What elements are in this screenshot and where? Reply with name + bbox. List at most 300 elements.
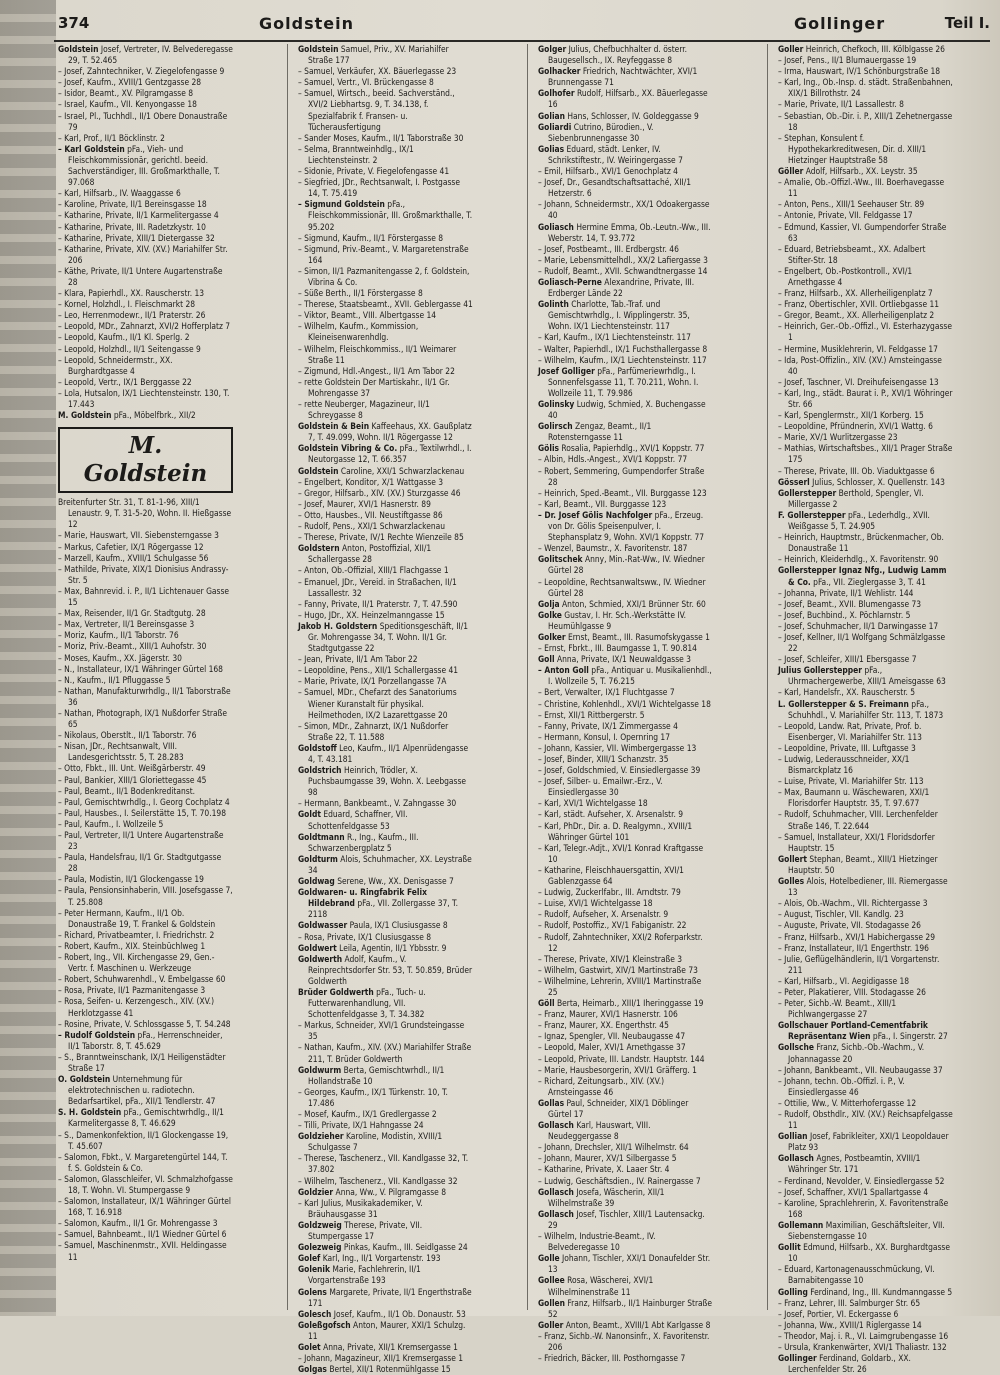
entry-text: – Nikolaus, Oberstlt., II/1 Taborstr. 76 bbox=[58, 730, 197, 741]
directory-entry bbox=[538, 577, 713, 599]
entry-name: Golesch bbox=[298, 1308, 332, 1319]
entry-text: – Markus, Schneider, XVI/1 Grundsteingasse 35 bbox=[298, 1020, 465, 1042]
entry-text: – Selma, Branntweinhdlg., IX/1 Liechtensteinstr. 2 bbox=[298, 143, 414, 165]
directory-entry bbox=[58, 332, 233, 343]
directory-entry bbox=[58, 1130, 233, 1152]
entry-text: – Nathan, Kaufm., XIV. (XV.) Mariahilfer Straße 211, T. Brüder Goldwerth bbox=[298, 1042, 472, 1064]
entry-name: Goliasch bbox=[538, 221, 574, 232]
directory-entry bbox=[298, 1198, 473, 1220]
entry-text: – Katharine, Private, II/1 Karmelitergasse 4 bbox=[58, 210, 219, 221]
entry-text: Gustav, I. Hr. Sch.-Werkstätte IV. Heumühlgasse 9 bbox=[548, 609, 687, 631]
directory-entry bbox=[58, 686, 233, 708]
directory-entry bbox=[538, 554, 713, 576]
directory-entry bbox=[58, 908, 233, 930]
directory-entry bbox=[778, 588, 953, 599]
entry-text: – Isidor, Beamt., XV. Pilgramgasse 8 bbox=[58, 88, 194, 99]
directory-entry bbox=[298, 798, 473, 809]
running-header bbox=[54, 6, 990, 42]
entry-text: – Therese, Private, III. Ob. Viaduktgasse 6 bbox=[778, 465, 935, 476]
directory-entry bbox=[298, 166, 473, 177]
entry-text: – Leo, Herrenmodewr., II/1 Praterstr. 26 bbox=[58, 310, 206, 321]
entry-text: – Josef, Taschner, VI. Dreihufeisengasse 13 bbox=[778, 376, 939, 387]
directory-entry bbox=[58, 630, 233, 641]
entry-text: – Johann, Bankbeamt., VII. Neubaugasse 37 bbox=[778, 1064, 943, 1075]
entry-name: Goldstern bbox=[298, 543, 340, 554]
entry-text: – Samuel, Bahnbeamt., II/1 Wiedner Gürtel 6 bbox=[58, 1229, 227, 1240]
entry-text: – Josef, Dr., Gesandtschaftsattaché, XII/1 Hetzerstr. 6 bbox=[538, 177, 692, 199]
directory-entry bbox=[298, 244, 473, 266]
entry-text: – Sander Moses, Kaufm., II/1 Taborstraße 30 bbox=[298, 132, 464, 143]
directory-entry bbox=[538, 1253, 713, 1275]
entry-text: – Rosine, Private, V. Schlossgasse 5, T. 54.248 bbox=[58, 1018, 231, 1029]
directory-entry bbox=[778, 1020, 953, 1042]
entry-text: – Karl, Ing., Ob.-Insp. d. städt. Straßenbahnen, XIX/1 Billrothstr. 24 bbox=[778, 77, 953, 99]
entry-name: Goldstein & Bein bbox=[298, 421, 370, 432]
entry-text: – Karl, PhDr., Dir. a. D. Realgymn., XVIII/1 Währinger Gürtel 101 bbox=[538, 820, 693, 842]
directory-entry bbox=[778, 920, 953, 931]
directory-entry bbox=[58, 299, 233, 310]
directory-entry bbox=[778, 610, 953, 621]
directory-entry bbox=[298, 1353, 473, 1364]
entry-name: Goliasch-Perne bbox=[538, 276, 602, 287]
directory-entry bbox=[778, 554, 953, 565]
directory-entry bbox=[538, 1142, 713, 1153]
entry-name: Golhofer bbox=[538, 88, 575, 99]
entry-text: – Leopoldine, Pfründnerin, XVI/1 Wattg. 6 bbox=[778, 421, 933, 432]
entry-text: – Josef, Schleifer, XIII/1 Ebersgasse 7 bbox=[778, 654, 917, 665]
entry-text: – Emil, Hilfsarb., XVI/1 Genochplatz 4 bbox=[538, 166, 678, 177]
entry-text: pFa., Herrenschneider, II/1 Taborstr. 8, T. 45.629 bbox=[68, 1029, 223, 1051]
entry-text: – Rosa, Private, II/1 Pazmanitengasse 3 bbox=[58, 985, 206, 996]
entry-text: – Ottilie, Ww., V. Mitterhofergasse 12 bbox=[778, 1097, 917, 1108]
entry-name: Gollsche bbox=[778, 1042, 814, 1053]
directory-entry bbox=[58, 530, 233, 541]
entry-text: – Israel, Pl., Tuchhdl., II/1 Obere Donaustraße 79 bbox=[58, 110, 228, 132]
directory-entry bbox=[538, 1009, 713, 1020]
directory-entry bbox=[778, 776, 953, 787]
advertisement-box: M. Goldstein bbox=[58, 427, 233, 493]
directory-entry bbox=[778, 166, 953, 177]
directory-entry bbox=[778, 210, 953, 221]
entry-name: Goldt bbox=[298, 809, 321, 820]
directory-entry bbox=[778, 743, 953, 754]
entry-text: – Auguste, Private, VII. Stodagasse 26 bbox=[778, 920, 921, 931]
directory-entry bbox=[778, 1220, 953, 1242]
directory-entry bbox=[778, 665, 953, 687]
directory-entry bbox=[298, 499, 473, 510]
directory-entry bbox=[538, 1353, 713, 1364]
entry-text: – Johann, Maurer, XV/1 Silbergasse 5 bbox=[538, 1153, 677, 1164]
directory-entry bbox=[538, 421, 713, 443]
header-last-entry: Gollinger bbox=[794, 14, 886, 33]
directory-entry bbox=[778, 1342, 953, 1353]
entry-name: Gollit bbox=[778, 1242, 801, 1253]
entry-text: – Franz, Hilfsarb., XX. Allerheiligenplatz 7 bbox=[778, 288, 933, 299]
directory-entry bbox=[298, 1109, 473, 1120]
entry-text: – Wilhelm, Kaufm., Kommission, Kleineisenwarenhdlg. bbox=[298, 321, 419, 343]
directory-entry bbox=[58, 1174, 233, 1196]
directory-entry bbox=[538, 1187, 713, 1209]
entry-text: – Israel, Kaufm., VII. Kenyongasse 18 bbox=[58, 99, 197, 110]
directory-entry bbox=[298, 66, 473, 77]
directory-entry bbox=[58, 288, 233, 299]
entry-text: – Georges, Kaufm., IX/1 Türkenstr. 10, T. 17.486 bbox=[298, 1086, 448, 1108]
directory-entry bbox=[778, 199, 953, 210]
entry-name: Golian bbox=[538, 110, 565, 121]
directory-entry bbox=[58, 1052, 233, 1074]
entry-text: – Rudolf, Pens., XXI/1 Schwarzlackenau bbox=[298, 521, 445, 532]
directory-entry bbox=[58, 941, 233, 952]
entry-name: F. Gollerstepper bbox=[778, 509, 846, 520]
directory-entry bbox=[58, 355, 233, 377]
entry-name: Goldwerth bbox=[298, 953, 343, 964]
entry-text: – Johann, Magazineur, XII/1 Kremsergasse 1 bbox=[298, 1353, 464, 1364]
entry-text: – Ludwig, Lederausschneider, XX/1 Bismarckplatz 16 bbox=[778, 754, 910, 776]
directory-entry bbox=[58, 99, 233, 110]
directory-entry bbox=[778, 111, 953, 133]
entry-name: Golger bbox=[538, 44, 567, 54]
directory-entry bbox=[298, 88, 473, 132]
directory-entry bbox=[58, 310, 233, 321]
directory-entry bbox=[538, 821, 713, 843]
directory-entry bbox=[538, 366, 713, 399]
entry-text: – Eduard, Betriebsbeamt., XX. Adalbert Stifter-Str. 18 bbox=[778, 243, 926, 265]
entry-text: – Josef, Pens., II/1 Blumauergasse 19 bbox=[778, 55, 917, 66]
entry-text: Franz, Sichb.-Ob.-Wachm., V. Johannagasse 20 bbox=[788, 1042, 925, 1064]
directory-entry bbox=[58, 66, 233, 77]
entry-text: – Luise, XVI/1 Wichtelgasse 18 bbox=[538, 898, 653, 909]
directory-entry bbox=[778, 1198, 953, 1220]
directory-entry bbox=[58, 77, 233, 88]
directory-entry bbox=[778, 1187, 953, 1198]
directory-entry bbox=[58, 952, 233, 974]
directory-entry bbox=[778, 1242, 953, 1264]
entry-text: – Salomon, Kaufm., II/1 Gr. Mohrengasse 3 bbox=[58, 1218, 218, 1229]
entry-text: pFa., Möbelfbrk., XII/2 bbox=[113, 410, 196, 421]
entry-text: – rette Neuberger, Magazineur, II/1 Schreygasse 8 bbox=[298, 399, 430, 421]
directory-entry bbox=[298, 477, 473, 488]
entry-text: – Robert, Ing., VII. Kirchengasse 29, Gen.-Vertr. f. Maschinen u. Werkzeuge bbox=[58, 952, 215, 974]
entry-text: – Viktor, Beamt., VIII. Albertgasse 14 bbox=[298, 310, 437, 321]
entry-text: Alois, Hotelbediener, III. Riemergasse 13 bbox=[788, 876, 948, 898]
entry-text: pFa., Parfümeriewrhdlg., I. Sonnenfelsgasse 11, T. 70.211, Wohn. I. Wollzeile 11, T. 79.986 bbox=[548, 365, 699, 398]
directory-entry bbox=[778, 721, 953, 743]
entry-text: pFa., Antiquar u. Musikalienhdl., I. Wollzeile 5, T. 76.215 bbox=[548, 665, 712, 687]
directory-entry bbox=[58, 1074, 233, 1107]
entry-name: Gollert bbox=[778, 853, 807, 864]
entry-name: S. H. Goldstein bbox=[58, 1107, 122, 1118]
directory-entry bbox=[298, 1309, 473, 1320]
entry-text: Hermine Emma, Ob.-Leutn.-Ww., III. Weberstr. 14, T. 93.772 bbox=[548, 221, 711, 243]
entry-text: Samuel, Priv., XV. Mariahilfer Straße 177 bbox=[308, 44, 449, 66]
entry-text: – Leopoldine, Pens., XII/1 Schallergasse 41 bbox=[298, 665, 459, 676]
directory-entry bbox=[778, 344, 953, 355]
column-divider bbox=[767, 44, 768, 1310]
directory-entry bbox=[298, 510, 473, 521]
directory-entry bbox=[538, 122, 713, 144]
directory-entry bbox=[298, 1287, 473, 1309]
entry-name: Golgas bbox=[298, 1364, 327, 1375]
entry-text: – Moriz, Priv.-Beamt., XIII/1 Auhofstr. 30 bbox=[58, 641, 207, 652]
directory-entry bbox=[538, 1231, 713, 1253]
entry-name: Gollas bbox=[538, 1097, 565, 1108]
directory-entry bbox=[58, 1240, 233, 1262]
entry-text: – Leopold, Landw. Rat, Private, Prof. b. Eisenberger, VI. Mariahilfer Str. 113 bbox=[778, 720, 922, 742]
directory-entry bbox=[58, 974, 233, 985]
directory-entry bbox=[538, 1020, 713, 1031]
page-number: 374 bbox=[58, 14, 90, 32]
entry-text: – Josef, Schaffner, XVI/1 Spallartgasse 4 bbox=[778, 1186, 929, 1197]
directory-entry bbox=[58, 1019, 233, 1030]
entry-name: Golitschek bbox=[538, 554, 583, 565]
entry-text: – Fanny, Private, IX/1 Zimmergasse 4 bbox=[538, 720, 678, 731]
entry-text: – Josef, Maurer, XVI/1 Hasnerstr. 89 bbox=[298, 498, 431, 509]
entry-text: – Süße Berth., II/1 Förstergasse 8 bbox=[298, 288, 423, 299]
entry-name: Gollerstepper Ignaz Nfg., Ludwig Lamm & Co. bbox=[778, 565, 947, 587]
entry-text: – Sigmund, Priv.-Beamt., V. Margaretenstraße 164 bbox=[298, 243, 469, 265]
directory-entry bbox=[538, 1164, 713, 1175]
directory-entry bbox=[298, 876, 473, 887]
entry-name: Golja bbox=[538, 598, 560, 609]
entry-text: Marie, Fachlehrerin, II/1 Vorgartenstraße 193 bbox=[308, 1264, 421, 1286]
entry-text: – Markus, Cafetier, IX/1 Rögergasse 12 bbox=[58, 541, 204, 552]
directory-entry bbox=[538, 754, 713, 765]
entry-text: – Paula, Handelsfrau, II/1 Gr. Stadtgutgasse 28 bbox=[58, 852, 222, 874]
entry-text: Stephan, Beamt., XIII/1 Hietzinger Hauptstr. 50 bbox=[788, 853, 938, 875]
entry-text: – Edmund, Kassier, VI. Gumpendorfer Straße 63 bbox=[778, 221, 947, 243]
directory-entry bbox=[298, 443, 473, 465]
entry-text: Alois, Schuhmacher, XX. Leystraße 34 bbox=[308, 853, 472, 875]
directory-entry bbox=[298, 1087, 473, 1109]
entry-name: Golias bbox=[538, 143, 565, 154]
entry-text: – Katharine, Private, X. Laaer Str. 4 bbox=[538, 1164, 670, 1175]
entry-name: Goldwag bbox=[298, 876, 335, 887]
directory-entry bbox=[298, 133, 473, 144]
directory-entry bbox=[58, 266, 233, 288]
entry-name: Goll bbox=[538, 654, 555, 665]
entry-text: pFa., Textilwrhdl., I. Neutorgasse 12, T. 66.357 bbox=[308, 443, 472, 465]
directory-entry bbox=[778, 55, 953, 66]
entry-text: – Josef, Postbeamt., III. Erdbergstr. 46 bbox=[538, 243, 679, 254]
entry-text: – Marie, Hauswart, VII. Siebensterngasse 3 bbox=[58, 530, 219, 541]
entry-name: Golker bbox=[538, 631, 566, 642]
directory-entry bbox=[58, 797, 233, 808]
directory-entry bbox=[778, 854, 953, 876]
entry-text: – Rudolf, Beamt., XVII. Schwandtnergasse 14 bbox=[538, 265, 708, 276]
entry-text: – Marie, XV/1 Wurlitzergasse 23 bbox=[778, 432, 898, 443]
entry-text: – Engelbert, Ob.-Postkontroll., XVI/1 Arnethgasse 4 bbox=[778, 265, 913, 287]
entry-text: – Moriz, Kaufm., II/1 Taborstr. 76 bbox=[58, 630, 179, 641]
entry-name: Göller bbox=[778, 166, 804, 177]
entry-name: Golle bbox=[538, 1253, 560, 1264]
entry-text: – Karl, Handelsfr., XX. Rauscherstr. 5 bbox=[778, 687, 916, 698]
directory-entry bbox=[538, 721, 713, 732]
entry-name: Gollasch bbox=[538, 1186, 574, 1197]
entry-name: Gollinger bbox=[778, 1353, 817, 1364]
entry-text: – Ferdinand, Nevolder, V. Einsiedlergasse 52 bbox=[778, 1175, 945, 1186]
entry-name: Goliardi bbox=[538, 121, 572, 132]
entry-text: – Hermann, Konsul, I. Opernring 17 bbox=[538, 731, 671, 742]
entry-text: – Fanny, Private, II/1 Praterstr. 7, T. 47.590 bbox=[298, 598, 458, 609]
directory-entry bbox=[58, 819, 233, 830]
entry-text: Anton, Maurer, XXI/1 Schulzg. 11 bbox=[308, 1319, 466, 1341]
entry-text: – Karl, XVI/1 Wichtelgasse 18 bbox=[538, 798, 648, 809]
directory-entry bbox=[778, 1042, 953, 1064]
directory-entry bbox=[778, 632, 953, 654]
directory-entry bbox=[58, 1152, 233, 1174]
directory-entry bbox=[778, 477, 953, 488]
entry-name: Goller bbox=[538, 1319, 564, 1330]
directory-entry bbox=[298, 1042, 473, 1064]
entry-name: M. Goldstein bbox=[58, 410, 112, 421]
entry-text: – Therese, Private, IV/1 Rechte Wienzeile 85 bbox=[298, 532, 464, 543]
entry-text: – Leopold, Holzhdl., II/1 Seitengasse 9 bbox=[58, 343, 201, 354]
directory-entry bbox=[58, 675, 233, 686]
entry-text: Karl, Hauswart, VIII. Neudeggergasse 8 bbox=[548, 1120, 651, 1142]
entry-text: – Therese, Private, XIV/1 Kleinstraße 3 bbox=[538, 953, 683, 964]
entry-name: Goldstein bbox=[298, 465, 339, 476]
directory-entry bbox=[298, 1176, 473, 1187]
directory-entry bbox=[58, 199, 233, 210]
directory-entry bbox=[298, 676, 473, 687]
directory-entry bbox=[778, 832, 953, 854]
entry-text: – Wilhelm, Gastwirt, XIV/1 Martinstraße 73 bbox=[538, 964, 698, 975]
entry-name: Gollemann bbox=[778, 1219, 824, 1230]
directory-entry bbox=[538, 177, 713, 199]
entry-name: Goldwurm bbox=[298, 1064, 342, 1075]
directory-entry bbox=[298, 1187, 473, 1198]
entry-text: – Marie, Hausbesorgerin, XVI/1 Gräfferg. 1 bbox=[538, 1064, 697, 1075]
entry-text: pFa., Erzeug. von Dr. Gölis Speisenpulver, I. Stephansplatz 9, Wohn. XVI/1 Koppstr. 77 bbox=[548, 509, 705, 543]
directory-entry bbox=[778, 987, 953, 998]
entry-text: – Leopold, Schneidermstr., XX. Burghardtgasse 4 bbox=[58, 354, 173, 376]
entry-text: – Josef, Kaufm., XVIII/1 Gentzgasse 28 bbox=[58, 77, 202, 88]
directory-entry bbox=[298, 1120, 473, 1131]
directory-entry bbox=[778, 1176, 953, 1187]
directory-entry bbox=[538, 843, 713, 865]
directory-entry bbox=[538, 1065, 713, 1076]
entry-text: Anton, Beamt., XVIII/1 Abt Karlgasse 8 bbox=[565, 1319, 711, 1330]
entry-text: – Katharine, Private, XIV. (XV.) Mariahilfer Str. 206 bbox=[58, 243, 228, 265]
entry-name: Goldstoff bbox=[298, 742, 337, 753]
entry-text: – Rosa, Seifen- u. Kerzengesch., XIV. (XV.) Herklotzgasse 41 bbox=[58, 996, 215, 1018]
entry-name: Golet bbox=[298, 1341, 321, 1352]
entry-text: – Julie, Geflügelhändlerin, II/1 Vorgartenstr. 211 bbox=[778, 953, 940, 975]
directory-entry bbox=[538, 510, 713, 543]
entry-text: – Salomon, Glasschleifer, VI. Schmalzhofgasse 18, T. Wohn. VI. Stumpergasse 9 bbox=[58, 1173, 233, 1195]
entry-text: – Tilli, Private, IX/1 Hahngasse 24 bbox=[298, 1120, 424, 1131]
entry-text: – Bert, Verwalter, IX/1 Fluchtgasse 7 bbox=[538, 687, 675, 698]
directory-entry bbox=[58, 653, 233, 664]
entry-text: – Karl, Ing., städt. Baurat i. P., XVI/1 Wöhringer Str. 66 bbox=[778, 387, 953, 409]
directory-entry bbox=[538, 111, 713, 122]
entry-text: – Johanna, Ww., XVIII/1 Riglergasse 14 bbox=[778, 1319, 922, 1330]
entry-text: Caroline, XXI/1 Schwarzlackenau bbox=[340, 465, 465, 476]
entry-text: – Wilhelm, Kaufm., IX/1 Liechtensteinstr. 117 bbox=[538, 354, 707, 365]
entry-text: – Lola, Hutsalon, IX/1 Liechtensteinstr. 130, T. 17.443 bbox=[58, 387, 230, 409]
entry-text: Rosalia, Papierhdlg., XVI/1 Koppstr. 77 bbox=[561, 443, 705, 454]
entry-text: – S., Damenkonfektion, II/1 Glockengasse 19, T. 45.607 bbox=[58, 1129, 229, 1151]
directory-entry bbox=[778, 244, 953, 266]
directory-entry bbox=[538, 499, 713, 510]
entry-name: Goldwasser bbox=[298, 920, 348, 931]
entry-text: Breitenfurter Str. 31, T. 81-1-96, XIII/1 Lenaustr. 9, T. 31-5-20, Wohn. II. Hießgasse 12 bbox=[58, 497, 232, 530]
directory-entry bbox=[538, 1331, 713, 1353]
entry-text: pFa., Uhrmachergewerbe, XIII/1 Ameisgasse 63 bbox=[788, 665, 946, 687]
entry-name: – Anton Goll bbox=[538, 665, 589, 676]
entry-name: Goldstein bbox=[58, 44, 99, 54]
header-part: Teil I. bbox=[944, 14, 990, 32]
directory-entry bbox=[778, 355, 953, 377]
entry-text: – Rosa, Private, IX/1 Clusiusgasse 8 bbox=[298, 931, 432, 942]
directory-entry bbox=[538, 1076, 713, 1098]
entry-name: Goldzieher bbox=[298, 1131, 344, 1142]
entry-text: pFa., Schuhhdl., V. Mariahilfer Str. 113, T. 1873 bbox=[788, 698, 944, 720]
directory-entry bbox=[58, 985, 233, 996]
entry-name: Göll bbox=[538, 998, 555, 1009]
directory-entry bbox=[538, 144, 713, 166]
directory-entry bbox=[538, 299, 713, 332]
entry-text: – Franz, Maurer, XVI/1 Hasnerstr. 106 bbox=[538, 1009, 678, 1020]
directory-entry bbox=[58, 321, 233, 332]
entry-name: Gollschauer Portland-Cementfabrik Repräsentanz Wien bbox=[778, 1020, 928, 1042]
entry-text: pFa., Tuch- u. Futterwarenhandlung, VII. Schottenfeldgasse 3, T. 34.382 bbox=[308, 986, 426, 1020]
directory-entry bbox=[298, 1264, 473, 1286]
directory-entry bbox=[778, 177, 953, 199]
directory-entry bbox=[778, 1331, 953, 1342]
entry-text: – N., Kaufm., II/1 Pfluggasse 5 bbox=[58, 674, 171, 685]
directory-entry bbox=[778, 787, 953, 809]
entry-text: – Rudolf, Obsthdlr., XIV. (XV.) Reichsapfelgasse 11 bbox=[778, 1109, 953, 1131]
entry-text: – Käthe, Private, II/1 Untere Augartenstraße 28 bbox=[58, 265, 223, 287]
entry-text: Heinrich, Trödler, X. Puchsbaumgasse 39, Wohn. X. Leebgasse 98 bbox=[308, 765, 467, 798]
entry-text: – Josef, Goldschmied, V. Einsiedlergasse 39 bbox=[538, 765, 701, 776]
directory-entry bbox=[778, 288, 953, 299]
entry-name: Golens bbox=[298, 1286, 327, 1297]
directory-entry bbox=[298, 488, 473, 499]
directory-entry bbox=[298, 1220, 473, 1242]
directory-entry bbox=[298, 1020, 473, 1042]
entry-text: – Max, Bahnrevid. i. P., II/1 Lichtenauer Gasse 15 bbox=[58, 585, 230, 608]
entry-text: – Heinrich, Hauptmstr., Brückenmacher, Ob. Donaustraße 11 bbox=[778, 532, 944, 554]
entry-text: – Paul, Gemischtwrhdlg., I. Georg Cochplatz 4 bbox=[58, 796, 230, 807]
entry-text: – Johanna, Private, II/1 Wehlistr. 144 bbox=[778, 587, 914, 598]
directory-entry bbox=[58, 708, 233, 730]
entry-text: – Sigmund, Kaufm., II/1 Förstergasse 8 bbox=[298, 232, 444, 243]
entry-text: – Siegfried, JDr., Rechtsanwalt, I. Postgasse 14, T. 75.419 bbox=[298, 177, 460, 199]
entry-text: – Irma, Hauswart, IV/1 Schönburgstraße 18 bbox=[778, 66, 941, 77]
directory-entry bbox=[778, 410, 953, 421]
directory-entry bbox=[58, 1218, 233, 1229]
directory-entry bbox=[538, 1209, 713, 1231]
directory-entry bbox=[538, 687, 713, 698]
directory-entry bbox=[298, 199, 473, 232]
directory-entry bbox=[778, 488, 953, 510]
entry-text: – Gregor, Beamt., XX. Allerheiligenplatz 2 bbox=[778, 310, 935, 321]
directory-entry bbox=[298, 599, 473, 610]
entry-text: – Antonie, Private, VII. Feldgasse 17 bbox=[778, 210, 913, 221]
directory-entry bbox=[778, 943, 953, 954]
directory-entry bbox=[298, 1342, 473, 1353]
directory-entry bbox=[538, 1042, 713, 1053]
entry-text: Ferdinand, Ing., III. Kundmanngasse 5 bbox=[810, 1286, 953, 1297]
directory-entry bbox=[58, 586, 233, 608]
directory-entry bbox=[538, 166, 713, 177]
directory-entry bbox=[778, 44, 953, 55]
directory-entry bbox=[298, 832, 473, 854]
entry-name: Julius Gollerstepper bbox=[778, 665, 862, 676]
entry-text: – Klara, Papierhdl., XX. Rauscherstr. 13 bbox=[58, 288, 205, 299]
